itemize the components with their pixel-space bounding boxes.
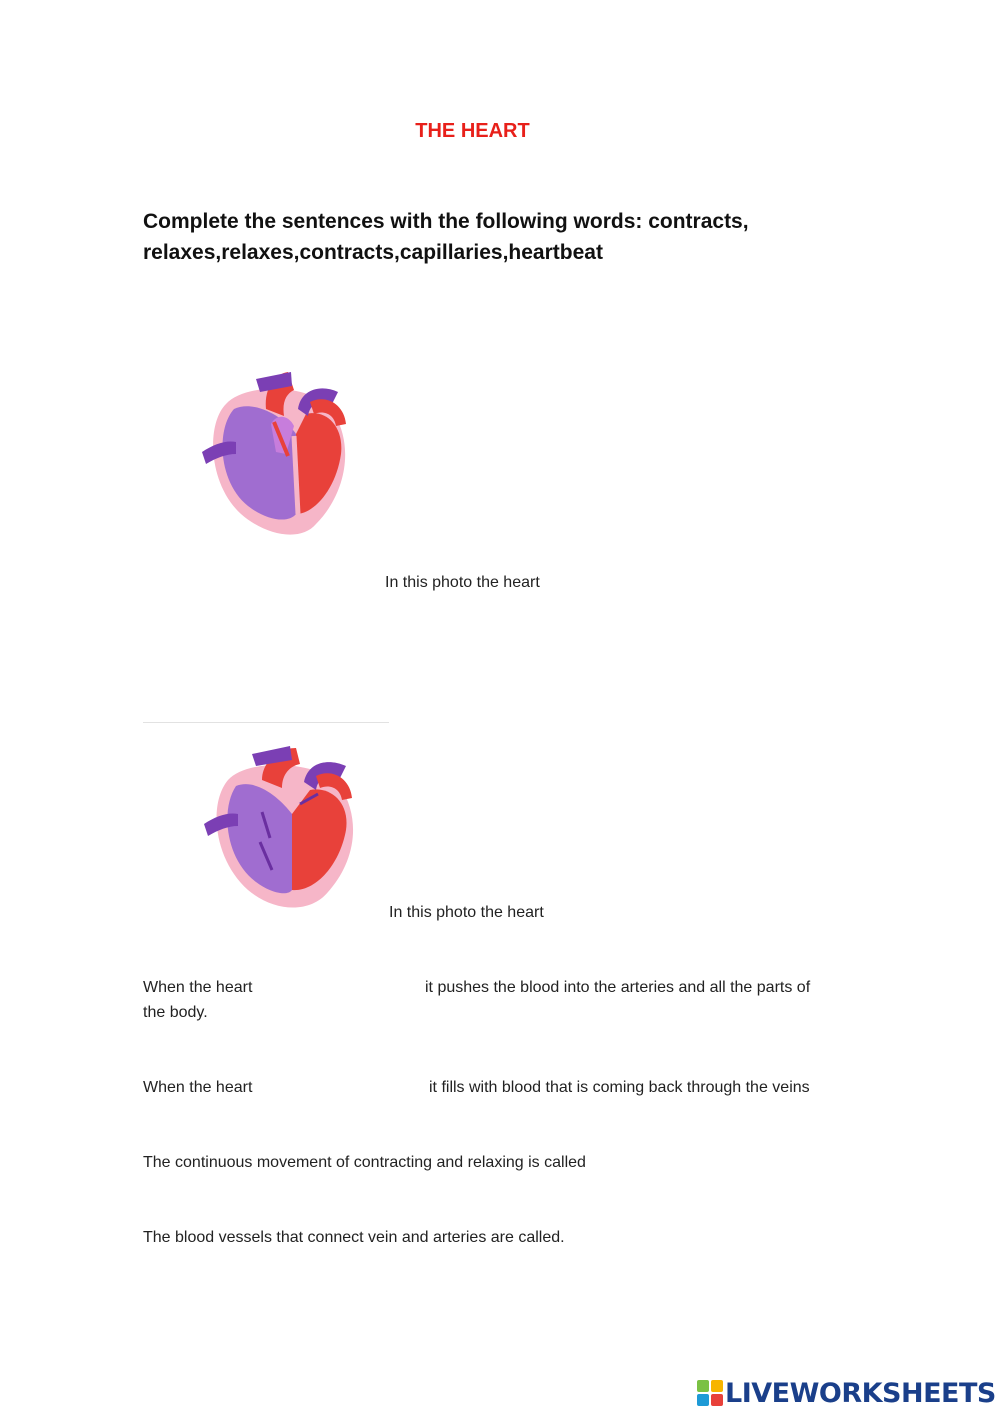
figure-2-caption: In this photo the heart: [389, 904, 544, 921]
sentence-3: The continuous movement of contracting and relaxing is called: [143, 1154, 586, 1171]
sentence-2-start: When the heart: [143, 1079, 253, 1096]
liveworksheets-logo-mark: [697, 1380, 723, 1406]
heart-illustration-contracted: [200, 742, 365, 914]
sentence-1-end: it pushes the blood into the arteries and all the parts of: [425, 979, 811, 996]
figure-1-caption: In this photo the heart: [385, 574, 540, 591]
sentence-4: The blood vessels that connect vein and arteries are called.: [143, 1229, 565, 1246]
sentence-2-end: it fills with blood that is coming back through the veins: [429, 1079, 810, 1096]
instructions-line-2: relaxes,relaxes,contracts,capillaries,heartbeat: [143, 241, 603, 264]
divider: [143, 722, 389, 723]
heart-illustration-relaxed: [196, 364, 361, 542]
sentence-1-start: When the heart: [143, 979, 253, 996]
page-title: THE HEART: [415, 120, 530, 142]
liveworksheets-logo: [697, 1375, 996, 1411]
sentence-1-continuation: the body.: [143, 1004, 208, 1021]
liveworksheets-logo-text: LIVEWORKSHEETS: [725, 1377, 996, 1409]
instructions: [143, 206, 823, 268]
instructions-line-1: Complete the sentences with the following words: contracts,: [143, 210, 749, 233]
